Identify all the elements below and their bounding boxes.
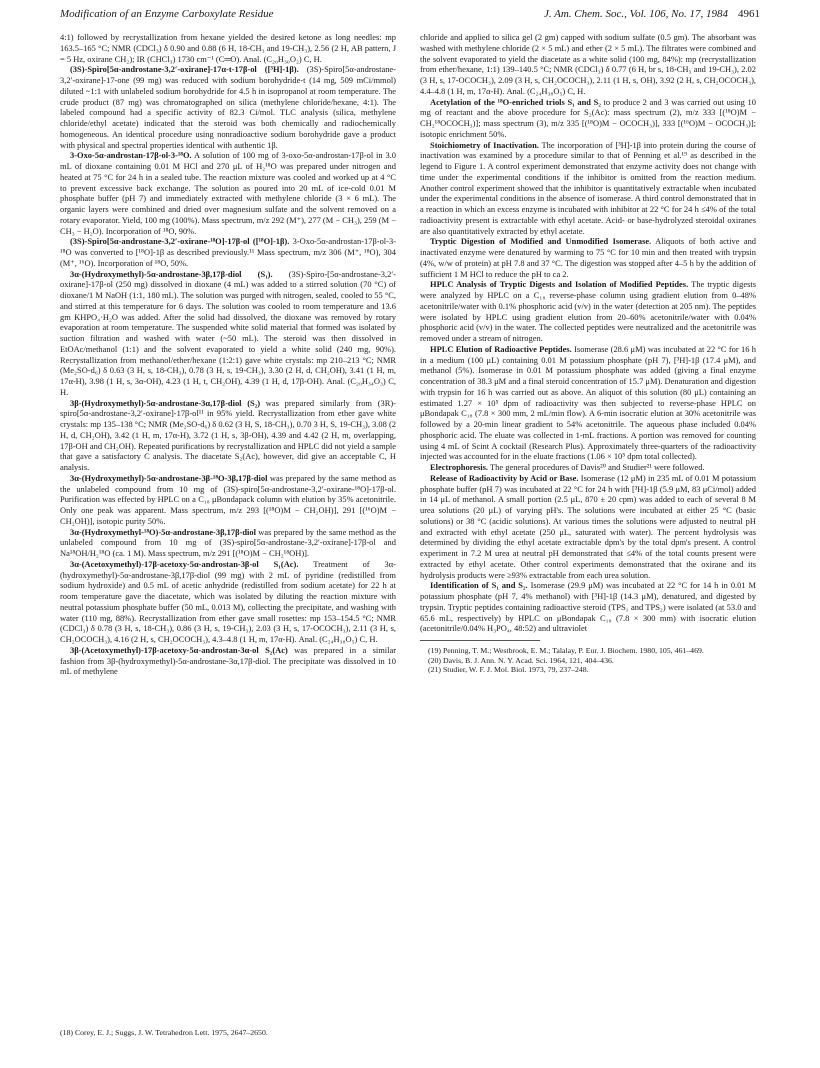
paragraph-text: Treatment of 3α-(hydroxymethyl)-5α-androstane-3β,17β-diol (99 mg) with 2 mL of pyridine (redistilled from sodium hydroxide) and 0.5 mL of acetic anhydride (redistilled from sodium acetate) for 22 h at room temperature gave the diacetate, which was isolated by diluting the reaction mixture with neutral potassium phosphate buffer (50 mL, 0.013 M), collecting the precipitate, and washing with water (110 mg, 88%). Recrystallization from ether gave small rosettes: mp 153–154.5 °C; NMR (CDCl₃) δ 0.78 (3 H, s, 18-CH₃), 0.86 (3 H, s, 19-CH₃), 2.03 (3 H, s, 17-OCOCH₃), 2.11 (3 H, s, CH₂OCOCH₃), 4.16 (2 H, s, CH₂OCOCH₃), 4.3–4.8 (1 H, m, 17α-H). Anal. (C₂₄H₃₈O₅) C, H. <box>60 558 396 644</box>
paragraph-text: Isomerase (12 μM) in 235 mL of 0.01 M potassium phosphate buffer (pH 7) was incubated at 22 °C for 24 h with [³H]-1β (5.9 μM, 83 μCi/mol) added in 14 μL of methanol. A small portion (2.5 μL, 870 ± 20 cpm) was added to each of several 8 M urea solutions (20 μL) of varying pH's. The solutions were incubated at either 25 °C (basic solutions) or 38 °C (acidic solutions). At various times the solutions were adjusted to neutral pH and extracted with ethyl acetate (250 μL, saturated with water). The percent hydrolysis was determined by dividing the ethyl acetate extractable dpm's by the total dpm's present. A control experiment in 7.2 M urea at neutral pH demonstrated that ≤4% of the total counts present were extracted by ethyl acetate. Other control experiments demonstrated that the oxirane and its hydrolysis products were ≥93% extractable from each urea solution. <box>420 472 756 580</box>
paragraph-text: The general procedures of Davis²⁰ and Studier²¹ were followed. <box>488 462 705 472</box>
paragraph <box>420 236 756 279</box>
left-column <box>60 32 396 677</box>
paragraph <box>60 269 396 398</box>
paragraph-heading: HPLC Elution of Radioactive Peptides. <box>430 343 572 354</box>
paragraph-text: 4:1) followed by recrystallization from hexane yielded the desired ketone as long needles: mp 163.5–165 °C; NMR (CDCl₃) δ 0.90 and 0.88 (6 H, 18-CH₃ and 19-CH₃), 2.56 (2 H, AB pattern, J = 5 Hz, oxirane CH₂); IR (CHCl₃) 1730 cm⁻¹ (C═O). Anal. (C₂₀H₃₀O₂) C, H. <box>60 32 396 64</box>
footnotes <box>420 646 756 675</box>
paragraph <box>60 236 396 268</box>
journal-citation <box>544 8 760 20</box>
paragraph-text: 3-Oxo-5α-androstan-17β-ol-3-¹⁸O was converted to [¹⁸O]-1β as described previously.¹¹ Mass spectrum, m/z 306 (M⁺, ¹⁸O), 304 (M⁺, ¹⁶O). Incorporation of ¹⁸O, 50%. <box>60 236 396 268</box>
paragraph-heading: 3α-(Acetoxymethyl)-17β-acetoxy-5α-androstan-3β-ol S₁(Ac). <box>70 558 299 569</box>
paragraph-text: Isomerase (28.6 μM) was incubated at 22 °C for 16 h in a medium (100 μL) containing 0.01 M potassium phosphate (pH 7), [³H]-1β (17.4 μM), and methanol (5%). Isomerase in 0.01 M potassium phosphate was added (giving a final enzyme concentration of 38.3 μM and a final steroid concentration of 15.7 μM). Denaturation and digestion with trypsin for 16 h was carried out as above. An aliquot of this solution (80 μL) containing an estimated 1.27 × 10⁵ dpm of radioactivity was then subjected to reverse-phase HPLC on μBondapak C₁₈ (7.8 × 300 mm, 2 mL/min flow). A 6-min isocratic elution at 30% acetonitrile was followed by a 20-min linear gradient to 54% acetonitrile. The aqueous phase included 0.04% phosphoric acid. The eluate was collected in 1-mL fractions. A portion was removed for counting using 4 mL of Scint A cocktail (Research Plus). Approximately three-quarters of the radioactivity injected was accounted for in the eluate fractions (1.06 × 10⁵ dpm total collected). <box>420 343 757 462</box>
paragraph <box>60 64 396 150</box>
paragraph-heading: 3α-(Hydroxymethyl-¹⁸O)-5α-androstane-3β,17β-diol <box>70 526 256 537</box>
paragraph <box>60 32 396 64</box>
paragraph-text: Isomerase (29.9 μM) was incubated at 22 °C for 14 h in 0.01 M potassium phosphate (pH 7, 4% methanol) with [³H]-1β (14.3 μM), denatured, and digested by trypsin. Tryptic peptides containing radioactive steroid (TPS₁ and TPS₂) were isolated (at 53.0 and 65.6 mL, respectively) by HPLC on μBondapak C₁₈ (7.8 × 300 mm) with isocratic elution (acetonitrile/0.04% H₃PO₄, 48:52) and ultraviolet <box>420 580 757 634</box>
paragraph-heading: Acetylation of the ¹⁸O-enriched triols S₁ and S₂ <box>430 96 601 107</box>
running-header <box>60 8 760 24</box>
paragraph-text: was prepared similarly from (3R)-spiro[5α-androstane-3,2′-oxirane]-17β-ol¹¹ in 95% yield. Recrystallization from ether gave white crystals: mp 135–138 °C; NMR (Me₂SO-d₆) δ 0.62 (3 H, S, 18-CH₃), 0.70 3 H, S, 19-CH₃), 3.08 (2 H, d, CH₂OH), 3.42 (1 H, m, 17α-H), 3.72 (1 H, s, 3β-OH), 4.39 and 4.42 (2 H, m, overlapping, 17β-OH and CH₂OH). Repeated purifications by recrystallization and HPLC did not yield a sample that gave a satisfactory C analysis. The diacetate S₂(Ac), however, did give an acceptable C, H analysis. <box>60 397 396 472</box>
footnote: (20) Davis, B. J. Ann. N. Y. Acad. Sci. 1964, 121, 404–436. <box>428 655 614 665</box>
paragraph-heading: (3S)-Spiro[5α-androstane-3,2′-oxirane]-17α-t-17β-ol ([³H]-1β). <box>70 64 299 75</box>
paragraph <box>420 140 756 237</box>
paragraph-text: chloride and applied to silica gel (2 gm) capped with sodium sulfate (0.5 gm). The absorbant was washed with methylene chloride (2 × 5 mL) and ether (2 × 5 mL). The filtrates were combined and the solvent evaporated to yield the diacetate as a white solid (100 mg, 84%): mp (recrystallization from ether/hexane, 1:1) 139–140.5 °C; NMR (CDCl₃) δ 0.77 (6 H, br s, 18-CH₃ and 19-CH₃), 2.02 (3 H, s, 17-OCOCH₃), 2.09 (3 H, s, CH₂OCOCH₃), 2.11 (1 H, s, OH), 3.92 (2 H, s, CH₂OCOCH₃), 4.4–4.8 (1 H, m, 17α-H). Anal. (C₂₄H₃₈O₅) C, H. <box>420 32 756 96</box>
footnote-divider <box>420 640 540 641</box>
paragraph-text: to produce 2 and 3 was carried out using 10 mg of reactant and the above procedure for S₂(Ac): mass spectrum (2), m/z 333 [(¹⁸O)M − CH₂¹⁸OCOCH₃)]; mass spectrum (3), m/z 335 [(¹⁸O)M − OCOCH₃)], 333 [(¹⁶O)M − OCOCH₃)]; isotopic enrichment 50%. <box>420 96 756 139</box>
paragraph <box>60 150 396 236</box>
right-column <box>420 32 756 675</box>
left-footnote: (18) Corey, E. J.; Suggs, J. W. Tetrahedron Lett. 1975, 2647–2650. <box>60 1028 268 1037</box>
paragraph <box>420 473 756 581</box>
paragraph-heading: Identification of S₁ and S₂. <box>430 580 528 591</box>
paragraph-text: (3S)-Spiro-[5α-androstane-3,2′-oxirane]-17β-ol (250 mg) dissolved in dioxane (4 mL) was added to a stirred solution (70 °C) of dioxane/1 M NaOH (1:1, 180 mL). The solution was purged with nitrogen, sealed, cooled to 55 °C, and stirred at this temperature for 6 days. The solution was cooled to room temperature and 13.6 gm KHPO₄·H₂O was added. After the solid had dissolved, the dioxane was removed by rotary evaporation at room temperature. The suspended white solid material that formed was isolated by suction filtration and washed with water (~50 mL). The steroid was then dissolved in EtOAc/methanol (1:1) and the solvent evaporated to yield a white solid (240 mg, 90%). Recrystallization from methanol/ether/hexane (1:2:1) gave white crystals: mp 210–213 °C; NMR (Me₂SO-d₆) δ 0.63 (3 H, s, 18-CH₃), 0.78 (3 H, s, 19-CH₃), 3.30 (2 H, d, CH₂OH), 3.41 (1 H, m, 17α-H), 3.98 (1 H, s, 3α-OH), 4.23 (1 H, t, CH₂OH), 4.39 (1 H, d, 17β-OH). Anal. (C₂₀H₃₄O₃) C, H. <box>60 268 396 397</box>
paragraph-heading: 3α-(Hydroxymethyl)-5α-androstane-3β-¹⁸O-3β,17β-diol <box>70 472 268 483</box>
running-title: Modification of an Enzyme Carboxylate Residue <box>60 8 274 20</box>
journal-name: J. Am. Chem. Soc., Vol. 106, No. 17, 1984 <box>543 8 728 20</box>
paragraph <box>420 97 756 140</box>
paragraph-text: was prepared by the same method as the unlabeled compound from 10 mg of (3S)-spiro[5α-androstane-3,2′-oxirane]-17β-ol and Na¹⁸OH/H₂¹⁸O (ca. 1 M). Mass spectrum, m/z 291 [(¹⁸O)M − CH₂¹⁸OH)]. <box>60 526 396 558</box>
paragraph <box>420 462 756 473</box>
paragraph-heading: 3β-(Acetoxymethyl)-17β-acetoxy-5α-androstan-3α-ol S₂(Ac) <box>70 644 288 655</box>
paragraph-text: was prepared by the same method as the unlabeled compound from 10 mg of (3S)-spiro[5α-androstane-3,2′-oxirane-¹⁸O]-17β-ol. Purification was effected by HPLC on a C₁₈ μBondapack column with elution by 35% acetonitrile. Only one peak was apparent. Mass spectrum, m/z 293 [(¹⁸O)M − CH₂OH)], 291 [(¹⁶O)M − CH₂OH)], isotopic purity 50%. <box>60 472 396 526</box>
paragraph-text: The tryptic digests were analyzed by HPLC on a C₁₈ reverse-phase column using gradient elution from 0–48% acetonitrile/water with 0.1% phosphoric acid (v/v) in the water (detection at 205 nm). The peptides were isolated by HPLC using gradient elution from 20–60% acetonitrile/water with 0.04% phosphoric acid (v/v) in the water. The collected peptides were neutralized and the acetonitrile was removed under a stream of nitrogen. <box>420 279 756 343</box>
paragraph <box>60 645 396 677</box>
paragraph <box>420 32 756 97</box>
footnote: (21) Studier, W. F. J. Mol. Biol. 1973, 79, 237–248. <box>428 665 589 675</box>
paragraph-heading: Tryptic Digestion of Modified and Unmodified Isomerase. <box>430 236 652 247</box>
paragraph <box>60 559 396 645</box>
paragraph <box>420 580 756 634</box>
paragraph <box>60 527 396 559</box>
paragraph-text: A solution of 100 mg of 3-oxo-5α-androstan-17β-ol in 3.0 mL of dioxane containing 0.01 M HCl and 270 μL of H₂¹⁸O was prepared under nitrogen and heated at 75 °C for 24 h in a sealed tube. The reaction mixture was cooled and worked up at 4 °C to prevent excessive back exchange. The solution as poured into 20 mL of ice-cold 0.01 M phosphate buffer (pH 7) and immediately extracted with methylene chloride (3 × 6 mL). The organic layers were combined and dried over magnesium sulfate and the solvent removed on a rotary evaporator. Yield, 100 mg (100%). Mass spectrum, m/z 292 (M⁺), 277 (M − CH₃), 259 (M − CH₃ − H₂O). Incorporation of ¹⁸O, 90%. <box>60 150 396 236</box>
paragraph <box>420 279 756 344</box>
paragraph <box>60 398 396 473</box>
paragraph-heading: 3α-(Hydroxymethyl)-5α-androstane-3β,17β-diol (S₁). <box>70 268 273 279</box>
footnote: (19) Penning, T. M.; Westbrook, E. M.; Talalay, P. Eur. J. Biochem. 1980, 105, 461–469. <box>428 646 704 655</box>
paragraph-heading: Stoichiometry of Inactivation. <box>430 139 539 150</box>
paragraph-text: The incorporation of [³H]-1β into protein during the course of inactivation was examined by a procedure similar to that of Penning et al.¹⁹ as described in the legend to Figure 1. A control experiment demonstrated that enzyme activity does not change with time under the experimental conditions if the inhibitor is omitted from the reaction medium. Another control experiment showed that the inhibitor is quantitatively extractable when incubated under the experimental conditions in the absence of isomerase. A third control demonstrated that in a reaction in which an excess enzyme is incubated with inhibitor at 22 °C for 24 h ≤4% of the total radioactivity present is extractable with ethyl acetate. Acid- or base-hydrolyzed steroidal oxiranes are also quantitatively extracted by ethyl acetate. <box>420 139 756 236</box>
paragraph <box>60 473 396 527</box>
paragraph-text: (3S)-Spiro[5α-androstane-3,2′-oxirane]-17-one (99 mg) was reduced with sodium borohydride-t (14 mg, 509 mCi/mmol) diluted ~1:1 with unlabeled sodium borohydride for 4.5 h in isopropanol at room temperature. The crude product (87 mg) was chromatographed on silica (methylene chloride/hexane, 4:1). The labeled compound had a specific activity of 82.3 Ci/mol. TLC analysis (silica, methylene chloride/ethyl acetate) indicated that the steroid was both chemically and radiochemically homogeneous. An identical procedure using nonradioactive sodium borohydride gave a product with physical and spectral properties identical with authentic 1β. <box>60 64 396 150</box>
paragraph-text: Aliquots of both active and inactivated enzyme were denatured by warming to 75 °C for 10 min and then treated with trypsin (4%, w/w of protein) at pH 7.8 and 37 °C. The digestion was stopped after 4–5 h by the addition of sufficient 1 M HCl to reduce the pH to ca 2. <box>420 236 757 279</box>
paragraph-heading: (3S)-Spiro[5α-androstane-3,2′-oxirane-¹⁸O]-17β-ol ([¹⁸O]-1β). <box>70 236 290 247</box>
paragraph-heading: Release of Radioactivity by Acid or Base. <box>430 472 579 483</box>
paragraph-text: was prepared in a similar fashion from 3β-(hydroxymethyl)-5α-androstane-3α,17β-diol. The precipitate was dissolved in 10 mL of methylene <box>60 644 397 677</box>
page-number: 4961 <box>738 8 760 20</box>
paragraph-heading: HPLC Analysis of Tryptic Digests and Isolation of Modified Peptides. <box>430 279 689 290</box>
paragraph <box>420 344 756 462</box>
paragraph-heading: Electrophoresis. <box>430 462 489 472</box>
paragraph-heading: 3-Oxo-5α-androstan-17β-ol-3-¹⁸O. <box>70 150 192 161</box>
paragraph-heading: 3β-(Hydroxymethyl)-5α-androstane-3α,17β-diol (S₂) <box>70 397 261 408</box>
